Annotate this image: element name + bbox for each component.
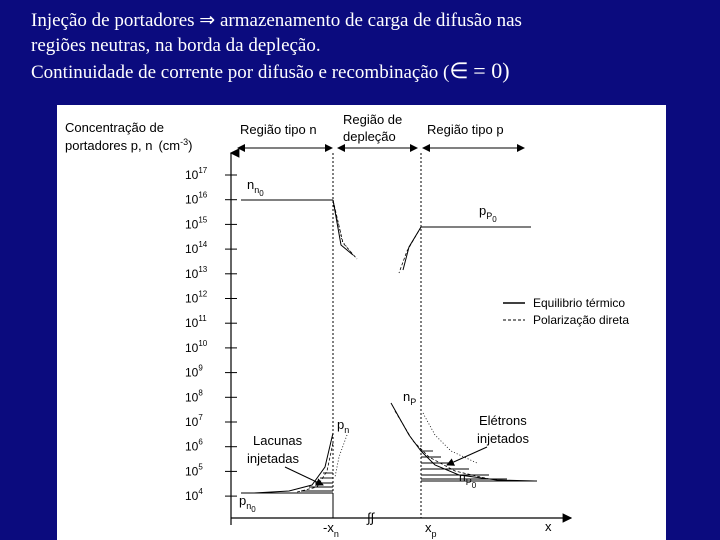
y-axis-unit-base: (cm [158, 138, 181, 153]
legend-forward-label: Polarização direta [533, 313, 630, 327]
y-axis-label-line-2 [65, 137, 192, 153]
xn-label [323, 520, 339, 539]
y-tick-base: 10 [185, 291, 199, 306]
pn-junction-diagram [57, 105, 666, 540]
y-axis-unit-exponent: -3 [180, 137, 189, 147]
y-tick-label [185, 487, 203, 503]
xp-label [425, 520, 437, 539]
y-tick-exponent: 16 [198, 190, 208, 200]
y-tick-label [185, 166, 208, 182]
electrons-label-line-2: injetados [477, 431, 530, 446]
region-p-label: Região tipo p [427, 122, 504, 137]
pn-injected-curve-forward [297, 443, 333, 492]
y-tick-label [185, 215, 208, 231]
nn-depletion-curve [333, 200, 353, 255]
pp0-label-sub1: P [486, 211, 493, 221]
y-tick-base: 10 [185, 340, 199, 355]
pn-label-sub: n [344, 425, 350, 435]
y-tick-label [185, 438, 203, 454]
np0-label-sub1: P [465, 477, 472, 487]
pp-depletion-curve-forward [399, 227, 421, 273]
nn-depletion-curve-aux [333, 200, 350, 251]
x-axis-label: x [545, 519, 552, 534]
nn-depletion-curve-forward [333, 200, 357, 259]
nn0-label-sub2: 0 [259, 189, 264, 198]
y-tick-exponent: 14 [198, 240, 208, 250]
holes-pointer-arrow [285, 467, 323, 485]
pp0-label-main: p [479, 203, 487, 218]
header-line-2: regiões neutras, na borda da depleção. [31, 35, 321, 56]
holes-label-line-2: injetadas [247, 451, 300, 466]
pp0-label [479, 203, 497, 224]
y-axis-label-quantities: portadores p, n [65, 138, 153, 153]
pn-depletion-edge-curve [335, 435, 347, 477]
xp-label-sub: p [431, 529, 437, 539]
y-tick-base: 10 [185, 439, 199, 454]
legend-equilibrium-label: Equilibrio térmico [533, 296, 626, 310]
y-tick-base: 10 [185, 217, 199, 232]
pp0-label-sub2: 0 [492, 215, 497, 224]
header-line-1 [31, 8, 711, 33]
pn-label [337, 417, 349, 435]
header-text-continuity: Continuidade de corrente por difusão e recombinação ( [31, 62, 450, 83]
diagram-svg [57, 105, 666, 540]
y-axis-ticks [185, 166, 237, 503]
header-text-injection: Injeção de portadores [31, 10, 195, 31]
np-label [403, 389, 416, 407]
np0-label [459, 470, 477, 490]
pn0-label [239, 493, 256, 514]
region-depletion-label-1: Região de [343, 112, 403, 127]
nn0-label-main: n [247, 177, 255, 192]
y-axis-label-line-1: Concentração de [65, 120, 165, 135]
y-tick-exponent: 8 [198, 388, 203, 398]
region-depletion-label-2: depleção [343, 129, 396, 144]
y-tick-label [185, 364, 203, 380]
header-text-epsilon-zero: = 0) [473, 58, 510, 83]
y-tick-label [185, 314, 207, 330]
np0-label-main: n [459, 470, 466, 484]
np0-label-sub2: 0 [471, 481, 477, 490]
np-label-sub: P [410, 397, 417, 407]
electrons-pointer-arrow [447, 447, 487, 465]
electrons-label-line-1: Elétrons [479, 413, 527, 428]
holes-label-line-1: Lacunas [253, 433, 303, 448]
y-tick-label [185, 413, 203, 429]
y-tick-exponent: 15 [198, 215, 208, 225]
y-tick-exponent: 9 [198, 363, 203, 373]
header-text-storage: armazenamento de carga de difusão nas [219, 10, 522, 31]
implies-symbol: ⇒ [199, 10, 216, 31]
slide-header [31, 8, 711, 85]
y-tick-base: 10 [185, 415, 199, 429]
pn0-label-sub1: n [246, 501, 252, 511]
y-tick-exponent: 7 [198, 413, 203, 422]
np-label-main: n [403, 389, 411, 404]
pn0-label-sub2: 0 [251, 505, 256, 514]
y-tick-base: 10 [185, 390, 199, 405]
y-tick-label [185, 191, 208, 207]
xn-label-sub: n [333, 529, 339, 539]
y-tick-base: 10 [185, 266, 199, 281]
nn0-label [247, 177, 264, 198]
y-tick-exponent: 17 [198, 166, 208, 175]
y-tick-base: 10 [185, 464, 199, 479]
pn-label-main: p [337, 417, 345, 432]
y-tick-label [185, 462, 203, 478]
y-tick-exponent: 5 [198, 462, 203, 472]
region-n-label: Região tipo n [240, 122, 317, 137]
y-tick-label [185, 339, 208, 355]
y-tick-exponent: 13 [198, 264, 208, 274]
y-tick-base: 10 [185, 316, 199, 331]
header-line-3 [31, 58, 711, 85]
y-tick-base: 10 [185, 489, 199, 504]
y-tick-label [185, 290, 208, 306]
y-tick-label [185, 240, 208, 256]
y-tick-base: 10 [185, 365, 199, 380]
y-tick-exponent: 12 [198, 289, 208, 299]
y-tick-exponent: 10 [198, 338, 208, 348]
y-tick-exponent: 6 [198, 437, 203, 447]
xn-label-main: -x [323, 520, 334, 535]
integral-symbol: ∫∫ [367, 510, 375, 525]
xp-label-main: x [425, 520, 432, 535]
y-tick-label [185, 388, 203, 404]
pn0-label-main: p [239, 493, 247, 508]
pp-depletion-curve [403, 227, 421, 270]
y-tick-base: 10 [185, 168, 199, 182]
y-tick-exponent: 4 [198, 487, 203, 497]
epsilon-symbol: ∈ [449, 58, 469, 83]
y-axis-unit-close: ) [188, 138, 193, 153]
y-tick-label [185, 265, 208, 281]
y-tick-base: 10 [185, 192, 199, 207]
y-tick-exponent: 11 [198, 314, 207, 324]
nn0-label-sub1: n [254, 185, 260, 195]
y-tick-base: 10 [185, 242, 199, 257]
